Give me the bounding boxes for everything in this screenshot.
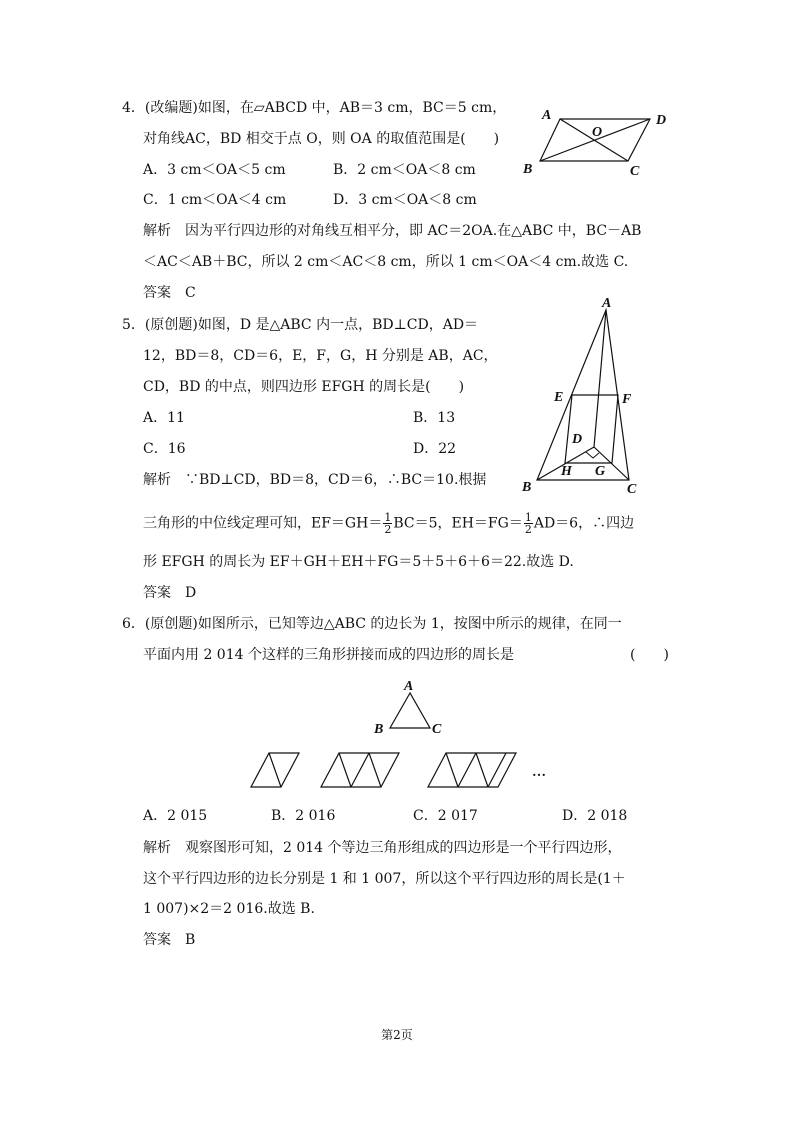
q5-solution-line2-part3: AD＝6，∴四边	[533, 515, 635, 532]
q6-solution-line3: 1 007)×2＝2 016.故选 B.	[143, 901, 315, 917]
label-a: A	[542, 108, 552, 123]
fraction-numerator: 1	[384, 511, 392, 524]
pattern-inner-line	[339, 753, 351, 787]
triangle-abc	[390, 693, 430, 728]
fraction-denominator: 2	[524, 523, 532, 536]
q4-stem-line2: 对角线AC，BD 相交于点 O，则 OA 的取值范围是( )	[143, 131, 500, 147]
q5-option-d: D．22	[413, 441, 457, 457]
label-g: G	[595, 464, 606, 479]
q5-option-b: B．13	[413, 410, 456, 426]
right-angle-mark	[586, 452, 599, 458]
q6-answer-paren: ( )	[630, 647, 669, 663]
pattern-inner-line	[458, 753, 476, 787]
label-f: F	[622, 392, 632, 407]
q6-stem-line2: 平面内用 2 014 个这样的三角形拼接而成的四边形的周长是	[143, 647, 514, 663]
q6-triangle-pattern-figure	[240, 670, 570, 795]
label-d: D	[572, 432, 583, 447]
fraction-one-half	[383, 512, 392, 535]
q4-option-b: B．2 cm＜OA＜8 cm	[333, 162, 476, 178]
q6-option-b: B．2 016	[271, 808, 336, 824]
q5-solution-line1: 解析 ∵BD⊥CD，BD＝8，CD＝6，∴BC＝10.根据	[143, 472, 487, 488]
fraction-one-half	[524, 512, 533, 535]
fraction-numerator: 1	[524, 511, 532, 524]
q5-solution-line2-part1: 三角形的中位线定理可知，EF＝GH＝	[143, 515, 383, 532]
fraction-denominator: 2	[384, 523, 392, 536]
pattern-inner-line	[488, 753, 506, 787]
label-d: D	[656, 113, 667, 128]
q5-answer: 答案 D	[143, 585, 197, 601]
label-b: B	[374, 722, 384, 737]
label-c: C	[627, 482, 637, 497]
quadrilateral-efgh	[565, 395, 618, 463]
label-o: O	[592, 125, 603, 140]
q5-stem-line3: CD，BD 的中点，则四边形 EFGH 的周长是( )	[143, 379, 465, 395]
pattern-inner-line	[269, 753, 281, 787]
q4-option-a: A．3 cm＜OA＜5 cm	[143, 162, 286, 178]
label-c: C	[630, 164, 640, 179]
q4-parallelogram-figure	[520, 105, 680, 180]
label-e: E	[554, 390, 564, 405]
q5-solution-line3: 形 EFGH 的周长为 EF＋GH＋EH＋FG＝5＋5＋6＋6＝22.故选 D.	[143, 554, 574, 570]
pattern-inner-line	[446, 753, 458, 787]
pattern-inner-line	[476, 753, 488, 787]
q4-answer: 答案 C	[143, 285, 196, 301]
pattern-inner-line	[369, 753, 381, 787]
label-b: B	[522, 480, 532, 495]
q5-solution-line2	[143, 512, 634, 535]
q6-stem-line1: 6．(原创题)如图所示，已知等边△ABC 的边长为 1，按图中所示的规律，在同一	[122, 616, 622, 632]
pattern-inner-line	[351, 753, 369, 787]
q5-option-a: A．11	[143, 410, 185, 426]
q5-stem-line1: 5．(原创题)如图，D 是△ABC 内一点，BD⊥CD，AD＝	[122, 317, 479, 333]
q6-option-d: D．2 018	[562, 808, 628, 824]
label-h: H	[561, 464, 572, 479]
q6-solution-line2: 这个平行四边形的边长分别是 1 和 1 007，所以这个平行四边形的周长是(1＋	[143, 871, 626, 887]
label-c: C	[432, 722, 442, 737]
segment-ad	[594, 310, 606, 447]
label-a: A	[602, 296, 612, 311]
q4-solution-line2: ＜AC＜AB＋BC，所以 2 cm＜AC＜8 cm，所以 1 cm＜OA＜4 cm.故选 C.	[143, 254, 629, 270]
label-b: B	[523, 162, 533, 177]
q6-option-a: A．2 015	[143, 808, 208, 824]
page-number: 第2页	[381, 1028, 413, 1042]
q6-option-c: C．2 017	[413, 808, 478, 824]
q5-solution-line2-part2: BC＝5，EH＝FG＝	[393, 515, 523, 532]
q4-stem-line1: 4．(改编题)如图，在▱ABCD 中，AB＝3 cm，BC＝5 cm，	[122, 100, 507, 116]
q4-option-c: C．1 cm＜OA＜4 cm	[143, 192, 287, 208]
q6-answer: 答案 B	[143, 932, 196, 948]
ellipsis: …	[532, 765, 546, 780]
q5-option-c: C．16	[143, 441, 186, 457]
q5-triangle-figure	[520, 295, 660, 500]
q6-solution-line1: 解析 观察图形可知，2 014 个等边三角形组成的四边形是一个平行四边形，	[143, 840, 622, 856]
label-a: A	[404, 679, 414, 694]
q4-option-d: D．3 cm＜OA＜8 cm	[333, 192, 477, 208]
q4-solution-line1: 解析 因为平行四边形的对角线互相平分，即 AC＝2OA.在△ABC 中，BC－AB	[143, 223, 642, 239]
q5-stem-line2: 12，BD＝8，CD＝6，E，F，G，H 分别是 AB，AC，	[143, 348, 498, 364]
